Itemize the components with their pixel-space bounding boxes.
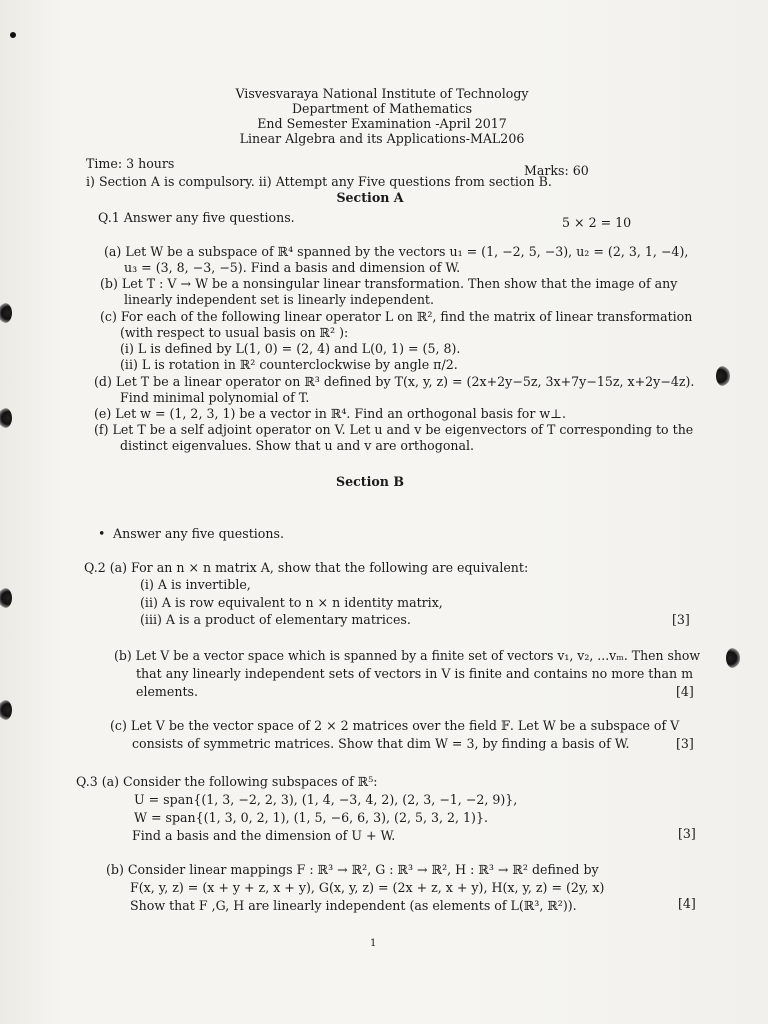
q1c-line3: (i) L is defined by L(1, 0) = (2, 4) and L(0, 1) = (5, 8). xyxy=(120,341,461,356)
q1f-line2: distinct eigenvalues. Show that u and v are orthogonal. xyxy=(120,438,475,453)
header-exam: End Semester Examination -April 2017 xyxy=(257,116,507,131)
instructions: i) Section A is compulsory. ii) Attempt any Five questions from section B. xyxy=(86,174,552,189)
q1a-line1: (a) Let W be a subspace of ℝ⁴ spanned by the vectors u₁ = (1, −2, 5, −3), u₂ = (2, 3, 1, −4), xyxy=(104,244,689,259)
time-label: Time: 3 hours xyxy=(86,156,175,171)
q3a-line2: U = span{(1, 3, −2, 2, 3), (1, 4, −3, 4, 2), (2, 3, −1, −2, 9)}, xyxy=(134,792,518,807)
ink-mark xyxy=(10,32,16,38)
q1c-line1: (c) For each of the following linear operator L on ℝ², find the matrix of linear transformation xyxy=(100,309,693,324)
q3a-line3: W = span{(1, 3, 0, 2, 1), (1, 5, −6, 6, 3), (2, 5, 3, 2, 1)}. xyxy=(134,810,488,825)
section-b-instruction: Answer any five questions. xyxy=(113,526,284,541)
q3a-line1: Q.3 (a) Consider the following subspaces of ℝ⁵: xyxy=(76,774,378,789)
q1e-line1: (e) Let w = (1, 2, 3, 1) be a vector in ℝ⁴. Find an orthogonal basis for w⊥. xyxy=(94,406,567,421)
q3b-line1: (b) Consider linear mappings F : ℝ³ → ℝ², G : ℝ³ → ℝ², H : ℝ³ → ℝ² defined by xyxy=(106,862,599,877)
header-course: Linear Algebra and its Applications-MAL206 xyxy=(239,131,525,146)
q3b-line2: F(x, y, z) = (x + y + z, x + y), G(x, y, z) = (2x + z, x + y), H(x, y, z) = (2y, x) xyxy=(130,880,605,895)
q2b-marks: [4] xyxy=(676,684,694,699)
q2a-marks: [3] xyxy=(672,612,690,627)
header-department: Department of Mathematics xyxy=(291,101,473,116)
q3a-marks: [3] xyxy=(678,826,696,841)
q1-marks: 5 × 2 = 10 xyxy=(562,215,632,230)
q1f-line1: (f) Let T be a self adjoint operator on V. Let u and v be eigenvectors of T corresponding to the xyxy=(94,422,694,437)
q2a-line1: Q.2 (a) For an n × n matrix A, show that the following are equivalent: xyxy=(84,560,529,575)
q2c-marks: [3] xyxy=(676,736,694,751)
section-b-title: Section B xyxy=(336,474,404,489)
q3b-line3: Show that F ,G, H are linearly independent (as elements of L(ℝ³, ℝ²)). xyxy=(130,898,577,913)
q2a-line4: (iii) A is a product of elementary matrices. xyxy=(140,612,411,627)
marks-label: Marks: 60 xyxy=(524,163,589,178)
q1c-line2: (with respect to usual basis on ℝ² ): xyxy=(120,325,349,340)
punch-hole-right-1 xyxy=(716,366,730,386)
q3a-line4: Find a basis and the dimension of U + W. xyxy=(132,828,396,843)
q1a-line2: u₃ = (3, 8, −3, −5). Find a basis and dimension of W. xyxy=(124,260,461,275)
punch-hole-right-2 xyxy=(726,648,740,668)
q1d-line2: Find minimal polynomial of T. xyxy=(120,390,310,405)
bullet-dot: • xyxy=(98,526,106,541)
q1d-line1: (d) Let T be a linear operator on ℝ³ defined by T(x, y, z) = (2x+2y−5z, 3x+7y−15z, x+2y−4z). xyxy=(94,374,695,389)
q2c-line2: consists of symmetric matrices. Show that dim W = 3, by finding a basis of W. xyxy=(132,736,630,751)
q3b-marks: [4] xyxy=(678,896,696,911)
q2c-line1: (c) Let V be the vector space of 2 × 2 matrices over the field 𝔽. Let W be a subspace of V xyxy=(110,718,680,733)
header-institute: Visvesvaraya National Institute of Technology xyxy=(235,86,529,101)
section-a-title: Section A xyxy=(336,190,404,205)
q2b-line1: (b) Let V be a vector space which is spanned by a finite set of vectors v₁, v₂, ...vₘ. Then show xyxy=(114,648,701,663)
q2a-line2: (i) A is invertible, xyxy=(140,577,251,592)
q1b-line2: linearly independent set is linearly independent. xyxy=(124,292,434,307)
q1c-line4: (ii) L is rotation in ℝ² counterclockwise by angle π/2. xyxy=(120,357,458,372)
page-number: 1 xyxy=(370,938,377,949)
q1-heading: Q.1 Answer any five questions. xyxy=(98,210,295,225)
q1b-line1: (b) Let T : V → W be a nonsingular linear transformation. Then show that the image of any xyxy=(100,276,678,291)
q2b-line2: that any linearly independent sets of vectors in V is finite and contains no more than m xyxy=(136,666,694,681)
q2a-line3: (ii) A is row equivalent to n × n identity matrix, xyxy=(140,595,443,610)
q2b-line3: elements. xyxy=(136,684,198,699)
